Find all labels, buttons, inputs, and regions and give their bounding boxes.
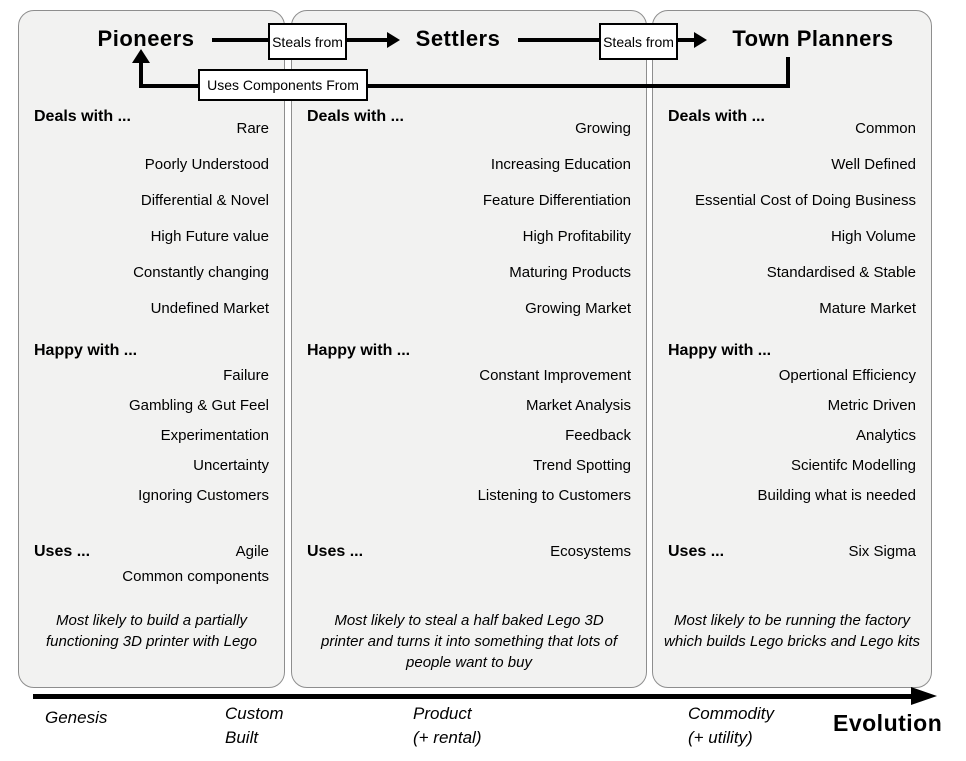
deals-items: [307, 111, 631, 327]
deals-item: Essential Cost of Doing Business: [695, 192, 916, 209]
deals-item: High Future value: [150, 228, 269, 245]
stage-line1: Custom: [225, 704, 284, 723]
deals-item: Poorly Understood: [144, 156, 269, 173]
deals-item: Feature Differentiation: [482, 192, 631, 209]
steals-from-label: Steals from: [272, 33, 343, 50]
deals-item: Growing: [575, 120, 631, 137]
axis-stage-commodity: [688, 702, 774, 750]
deals-item: Standardised & Stable: [766, 264, 916, 281]
happy-item: Experimentation: [160, 427, 269, 444]
happy-item: Gambling & Gut Feel: [128, 397, 269, 414]
settlers-content: [291, 10, 647, 688]
uses-header: Uses ...: [307, 543, 364, 560]
column-note: Most likely to build a partially functioning 3D printer with Lego: [46, 612, 257, 650]
happy-item: Uncertainty: [193, 457, 269, 474]
uses-section: [34, 542, 269, 592]
happy-item: Trend Spotting: [533, 457, 631, 474]
deals-header: Deals with ...: [34, 108, 131, 125]
axis-stage-genesis: [45, 706, 107, 730]
happy-item: Metric Driven: [827, 397, 916, 414]
evolution-axis-label: Evolution: [833, 710, 943, 736]
uses-item: Ecosystems: [550, 543, 631, 560]
uses-components-box: [198, 69, 368, 101]
happy-items: [307, 361, 631, 511]
happy-items: [668, 361, 916, 511]
stage-line2: Built: [225, 728, 259, 747]
deals-header: Deals with ...: [307, 108, 404, 125]
deals-item: Undefined Market: [150, 300, 269, 317]
happy-header: Happy with ...: [668, 342, 772, 359]
deals-item: Differential & Novel: [140, 192, 269, 209]
deals-header: Deals with ...: [668, 108, 765, 125]
deals-item: Mature Market: [819, 300, 916, 317]
axis-stage-product: [413, 702, 482, 750]
uses-section: [307, 542, 631, 562]
uses-row: [307, 542, 631, 562]
town-planners-title: Town Planners: [732, 26, 894, 51]
happy-item: Constant Improvement: [479, 367, 631, 384]
uses-header: Uses ...: [668, 543, 725, 560]
deals-items: [668, 111, 916, 327]
deals-item: Rare: [236, 120, 269, 137]
happy-item: Failure: [223, 367, 269, 384]
deals-item: Increasing Education: [490, 156, 631, 173]
column-note: Most likely to steal a half baked Lego 3D printer and turns it into something that lots of people want to buy: [321, 612, 617, 671]
pioneers-content: [18, 10, 285, 688]
happy-section: [668, 341, 916, 511]
happy-section: [34, 341, 269, 511]
happy-item: Market Analysis: [525, 397, 631, 414]
deals-item: Growing Market: [525, 300, 631, 317]
axis-stage-custom-built: [225, 702, 284, 750]
evolution-arrowhead-icon: [911, 687, 937, 705]
steals-from-box-right: [599, 23, 678, 60]
uses-item: Agile: [235, 543, 269, 560]
evolution-axis-line: [33, 694, 911, 699]
uses-row: [34, 542, 269, 562]
uses-row: [668, 542, 916, 562]
uses-item: Six Sigma: [848, 543, 916, 560]
deals-item: Well Defined: [831, 156, 916, 173]
uses-items: [34, 562, 269, 592]
deals-item: Constantly changing: [133, 264, 269, 281]
steals-from-label: Steals from: [603, 33, 674, 50]
happy-header: Happy with ...: [307, 342, 411, 359]
happy-item: Ignoring Customers: [138, 487, 269, 504]
deals-item: Maturing Products: [509, 264, 631, 281]
happy-item: Opertional Efficiency: [778, 367, 916, 384]
deals-section: [307, 107, 631, 327]
column-note: Most likely to be running the factory which builds Lego bricks and Lego kits: [664, 612, 920, 650]
deals-item: Common: [855, 120, 916, 137]
uses-header: Uses ...: [34, 543, 91, 560]
stage-line1: Commodity: [688, 704, 774, 723]
happy-items: [34, 361, 269, 511]
stage-line1: Product: [413, 704, 472, 723]
happy-item: Scientifc Modelling: [790, 457, 916, 474]
happy-item: Building what is needed: [757, 487, 916, 504]
happy-item: Listening to Customers: [477, 487, 631, 504]
settlers-title: Settlers: [415, 26, 501, 51]
deals-items: [34, 111, 269, 327]
uses-section: [668, 542, 916, 562]
happy-header: Happy with ...: [34, 342, 138, 359]
happy-section: [307, 341, 631, 511]
stage-line2: (+ rental): [413, 728, 482, 747]
deals-item: High Profitability: [522, 228, 631, 245]
stage-line1: Genesis: [45, 708, 108, 727]
stage-line2: (+ utility): [688, 728, 753, 747]
happy-item: Feedback: [565, 427, 631, 444]
uses-components-label: Uses Components From: [207, 77, 359, 93]
uses-item: Common components: [122, 568, 269, 585]
steals-from-box-left: [268, 23, 347, 60]
deals-item: High Volume: [830, 228, 916, 245]
deals-section: [34, 107, 269, 327]
pioneers-title: Pioneers: [97, 26, 195, 51]
town-planners-content: [652, 10, 932, 688]
happy-item: Analytics: [855, 427, 916, 444]
deals-section: [668, 107, 916, 327]
